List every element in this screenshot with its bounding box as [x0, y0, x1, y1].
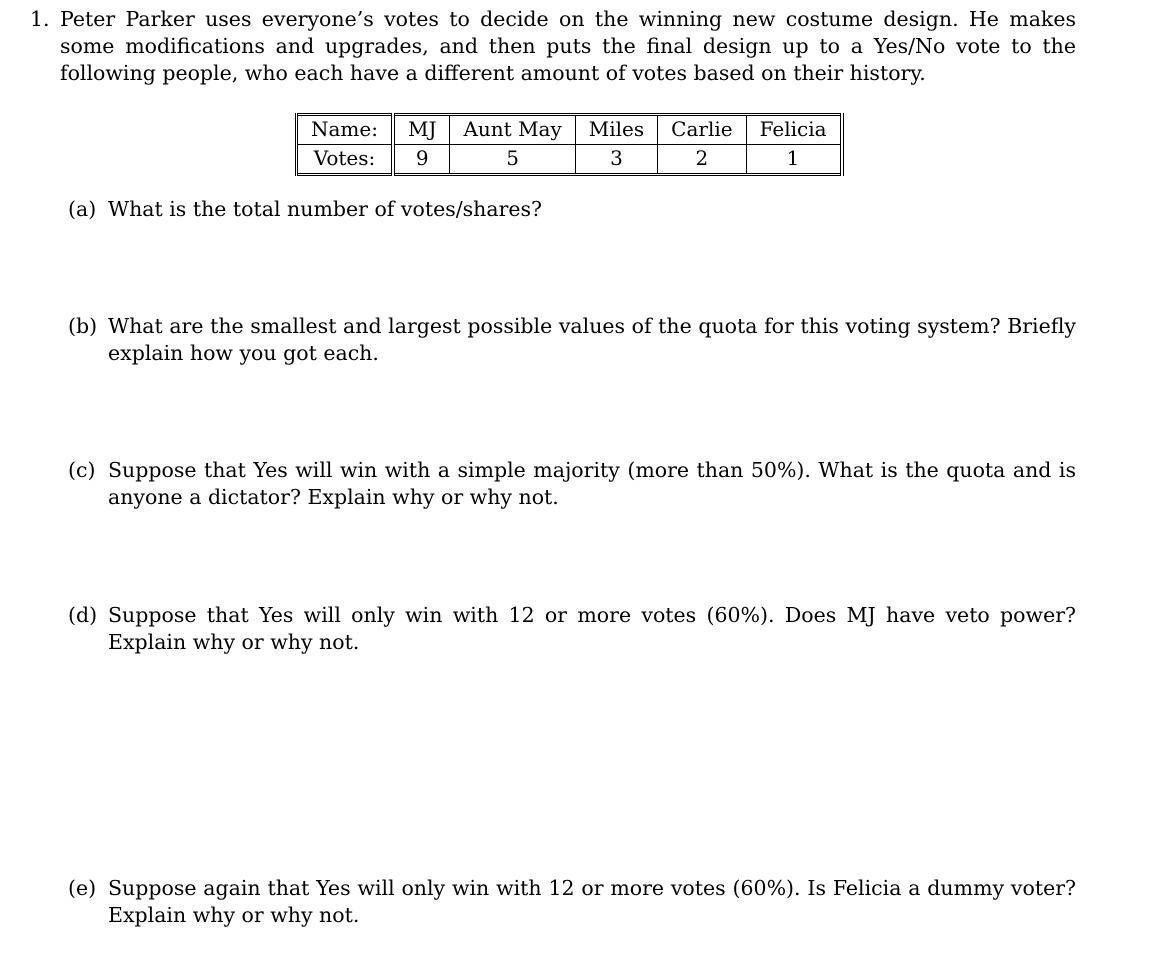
- votes-cell-miles: 3: [575, 145, 657, 175]
- part-e-label: (e): [68, 876, 97, 900]
- votes-table-wrapper: [295, 113, 844, 176]
- part-c-text: Suppose that Yes will win with a simple majority (more than 50%). What is the quota and is anyone a dictator? Explain why or why not.: [108, 458, 1076, 509]
- problem-number: 1.: [30, 7, 50, 31]
- part-d-text: Suppose that Yes will only win with 12 or more votes (60%). Does MJ have veto power? Explain why or why not.: [108, 603, 1076, 654]
- name-cell-felicia: Felicia: [746, 115, 841, 145]
- part-b: [68, 313, 1076, 367]
- part-a: [68, 196, 1076, 223]
- name-cell-carlie: Carlie: [658, 115, 746, 145]
- votes-cell-felicia: 1: [746, 145, 841, 175]
- problem-statement: [30, 6, 1076, 87]
- part-e: [68, 875, 1076, 929]
- table-row-votes: [297, 145, 842, 175]
- part-d: [68, 602, 1076, 656]
- problem-intro: Peter Parker uses everyone’s votes to decide on the winning new costume design. He makes some modifications and upgrades, and then puts the final design up to a Yes/No vote to the following people, who each have a different amount of votes based on their history.: [60, 7, 1076, 85]
- votes-cell-mj: 9: [393, 145, 450, 175]
- part-a-label: (a): [68, 197, 97, 221]
- name-cell-miles: Miles: [575, 115, 657, 145]
- part-e-text: Suppose again that Yes will only win with 12 or more votes (60%). Is Felicia a dummy voter? Explain why or why not.: [108, 876, 1076, 927]
- name-cell-aunt-may: Aunt May: [450, 115, 575, 145]
- part-c-label: (c): [68, 458, 96, 482]
- part-a-text: What is the total number of votes/shares?: [108, 197, 543, 221]
- part-b-label: (b): [68, 314, 98, 338]
- part-b-text: What are the smallest and largest possible values of the quota for this voting system? Briefly explain how you got each.: [108, 314, 1076, 365]
- row-label-name: Name:: [297, 115, 393, 145]
- votes-cell-carlie: 2: [658, 145, 746, 175]
- part-d-label: (d): [68, 603, 98, 627]
- row-label-votes: Votes:: [297, 145, 393, 175]
- table-row-names: [297, 115, 842, 145]
- part-c: [68, 457, 1076, 511]
- votes-table: [295, 113, 844, 176]
- votes-cell-aunt-may: 5: [450, 145, 575, 175]
- name-cell-mj: MJ: [393, 115, 450, 145]
